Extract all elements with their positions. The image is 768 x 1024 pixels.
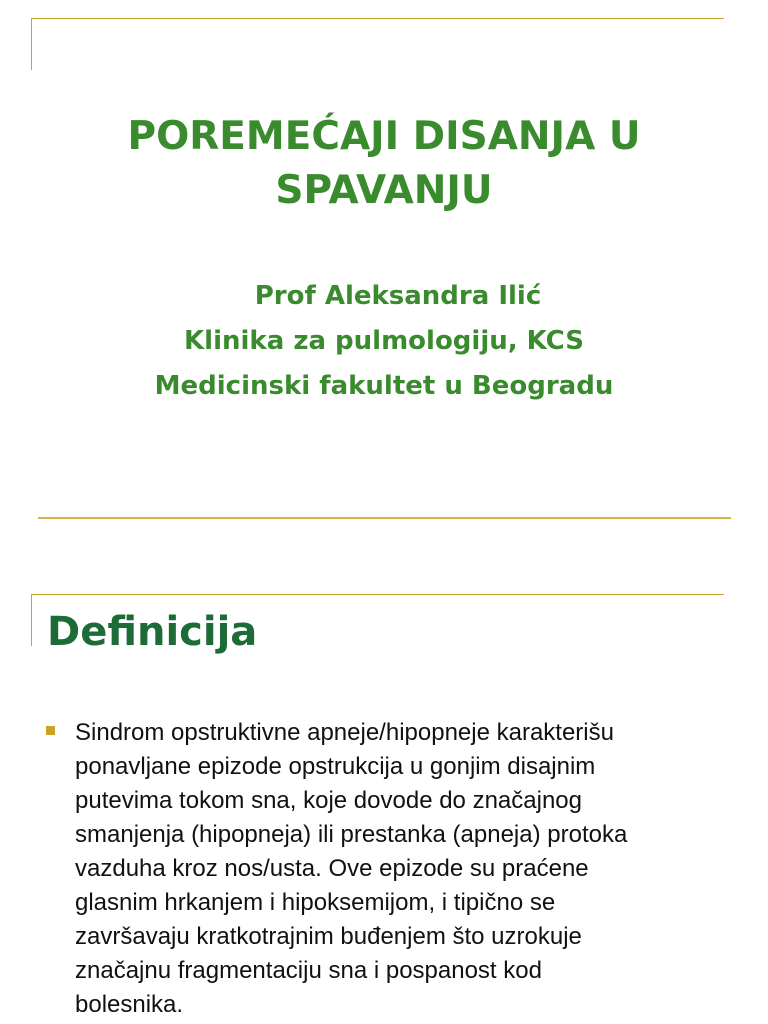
author-clinic: Klinika za pulmologiju, KCS bbox=[184, 326, 584, 356]
slide-title-line: SPAVANJU bbox=[275, 168, 493, 213]
definition-heading: Definicija bbox=[47, 609, 258, 655]
bullet-line: smanjenja (hipopneja) ili prestanka (apneja) protoka bbox=[75, 821, 628, 848]
bullet-paragraph bbox=[75, 716, 735, 1022]
bullet-line: glasnim hrkanjem i hipoksemijom, i tipično se bbox=[75, 889, 556, 916]
author-name: Prof Aleksandra Ilić bbox=[254, 281, 542, 311]
square-bullet-icon bbox=[46, 726, 55, 735]
bullet-line: završavaju kratkotrajnim buđenjem što uzrokuje bbox=[75, 923, 582, 950]
bullet-line: Sindrom opstruktivne apneje/hipopneje karakterišu bbox=[75, 719, 614, 746]
author-block bbox=[0, 274, 768, 409]
author-faculty: Medicinski fakultet u Beogradu bbox=[154, 371, 614, 401]
bullet-line: ponavljane epizode opstrukcija u gonjim disajnim bbox=[75, 753, 596, 780]
definition-slide-top-rule bbox=[31, 594, 724, 595]
definition-slide-left-rule bbox=[31, 594, 32, 646]
slide-title-line: POREMEĆAJI DISANJA U bbox=[127, 114, 641, 159]
bullet-line: značajnu fragmentaciju sna i pospanost kod bbox=[75, 957, 542, 984]
bullet-line: vazduha kroz nos/usta. Ove epizode su praćene bbox=[75, 855, 589, 882]
title-slide-top-rule bbox=[31, 18, 724, 19]
bullet-line: putevima tokom sna, koje dovode do značajnog bbox=[75, 787, 582, 814]
title-slide-left-rule bbox=[31, 18, 32, 70]
slide-title bbox=[0, 110, 768, 218]
title-slide-bottom-rule bbox=[38, 517, 731, 519]
bullet-line: bolesnika. bbox=[75, 991, 184, 1018]
definition-slide bbox=[0, 540, 768, 1024]
